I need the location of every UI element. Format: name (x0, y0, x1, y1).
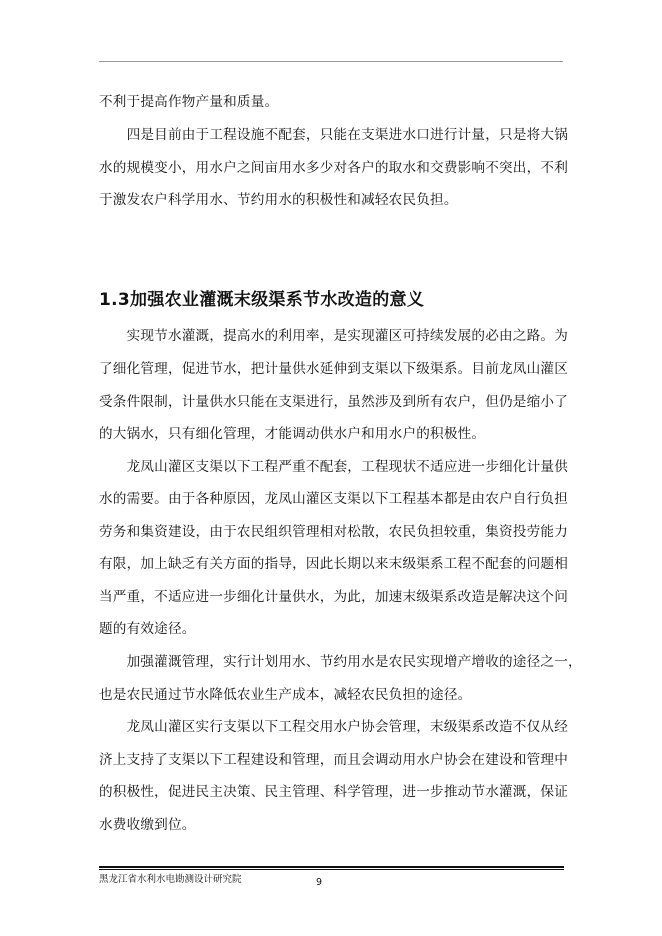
text-line: 水费收缴到位。 (99, 817, 196, 833)
text-line: 水的规模变小，用水户之间亩用水多少对各户的取水和交费影响不突出，不利 (99, 160, 568, 176)
text-line: 济上支持了支渠以下工程建设和管理，而且会调动用水户协会在建设和管理中 (99, 752, 568, 768)
text-line: 也是农民通过节水降低农业生产成本，减轻农民负担的途径。 (99, 687, 472, 703)
text-line: 龙凤山灌区支渠以下工程严重不配套，工程现状不适应进一步细化计量供 (99, 459, 568, 475)
text-line: 加强灌溉管理，实行计划用水、节约用水是农民实现增产增收的途径之一， (99, 654, 582, 670)
text-line: 劳务和集资建设，由于农民组织管理相对松散，农民负担较重，集资投劳能力 (99, 524, 568, 540)
text-line: 龙凤山灌区实行支渠以下工程交用水户协会管理，末级渠系改造不仅从经 (99, 719, 568, 735)
text-line: 四是目前由于工程设施不配套，只能在支渠进水口进行计量，只是将大锅 (99, 127, 568, 143)
footer-rule (99, 866, 564, 868)
header-rule (99, 61, 563, 62)
text-line: 受条件限制，计量供水只能在支渠进行，虽然涉及到所有农户，但仍是缩小了 (99, 394, 568, 410)
text-line: 的积极性，促进民主决策、民主管理、科学管理，进一步推动节水灌溉，保证 (99, 784, 568, 800)
text-line: 的大锅水，只有细化管理，才能调动供水户和用水户的积极性。 (99, 426, 486, 442)
text-line: 实现节水灌溉，提高水的利用率，是实现灌区可持续发展的必由之路。为 (99, 328, 568, 344)
text-line: 了细化管理，促进节水，把计量供水延伸到支渠以下级渠系。目前龙凤山灌区 (99, 361, 568, 377)
text-line: 于激发农户科学用水、节约用水的积极性和减轻农民负担。 (99, 192, 458, 208)
text-line: 当严重，不适应进一步细化计量供水，为此，加速末级渠系改造是解决这个问 (99, 589, 568, 605)
footer-organization: 黑龙江省水利水电勘测设计研究院 (99, 874, 242, 885)
text-line: 有限，加上缺乏有关方面的指导，因此长期以来末级渠系工程不配套的问题相 (99, 556, 568, 572)
text-line: 题的有效途径。 (99, 621, 196, 637)
text-line: 水的需要。由于各种原因，龙凤山灌区支渠以下工程基本都是由农户自行负担 (99, 491, 568, 507)
page-number: 9 (316, 877, 323, 888)
section-heading: 1.3加强农业灌溉末级渠系节水改造的意义 (99, 290, 425, 310)
footer-rule-thin (99, 869, 564, 870)
text-line: 不利于提高作物产量和质量。 (99, 94, 279, 110)
